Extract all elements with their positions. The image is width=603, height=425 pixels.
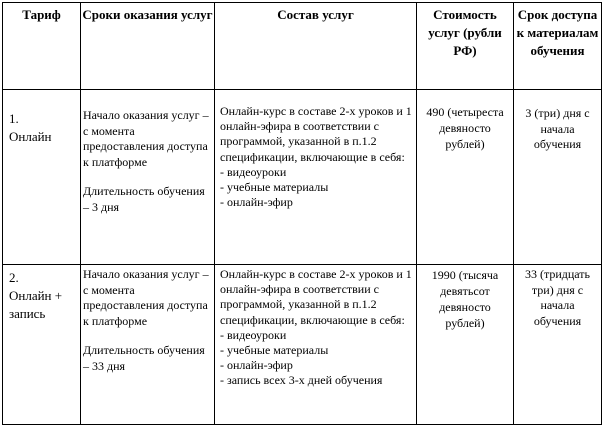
header-composition: Состав услуг bbox=[215, 3, 417, 90]
composition-cell bbox=[215, 265, 417, 425]
tariff-name: Онлайн bbox=[9, 129, 52, 144]
tariff-cell bbox=[3, 265, 81, 425]
access-cell: 33 (тридцать три) дня с начала обучения bbox=[514, 265, 602, 425]
price-cell: 490 (четыреста девяносто рублей) bbox=[417, 90, 514, 265]
duration-text: Длительность обучения – 33 дня bbox=[83, 343, 205, 373]
terms-cell bbox=[81, 90, 215, 265]
price-cell: 1990 (тысяча девятьсот девяносто рублей) bbox=[417, 265, 514, 425]
service-start-text: Начало оказания услуг – с момента предоставления доступа к платформе bbox=[83, 108, 209, 169]
composition-item: - онлайн-эфир bbox=[220, 358, 293, 373]
tariff-number: 1. bbox=[9, 111, 19, 126]
terms-cell bbox=[81, 265, 215, 425]
composition-item: - онлайн-эфир bbox=[220, 195, 293, 210]
composition-item: - запись всех 3-х дней обучения bbox=[220, 373, 383, 388]
table-row bbox=[3, 90, 602, 265]
header-terms: Сроки оказания услуг bbox=[81, 3, 215, 90]
composition-intro: Онлайн-курс в составе 2-х уроков и 1 онлайн-эфира в соответствии с программой, указанной в п.1.2 спецификации, включающие в себя: bbox=[220, 104, 412, 164]
service-start-text: Начало оказания услуг – с момента предоставления доступа к платформе bbox=[83, 267, 209, 328]
composition-item: - видеоуроки bbox=[220, 327, 287, 342]
composition-cell bbox=[215, 90, 417, 265]
composition-item: - учебные материалы bbox=[220, 343, 329, 358]
tariff-table bbox=[2, 2, 602, 425]
header-tariff: Тариф bbox=[3, 3, 81, 90]
composition-intro: Онлайн-курс в составе 2-х уроков и 1 онлайн-эфира в соответствии с программой, указанной в п.1.2 спецификации, включающие в себя: bbox=[220, 267, 412, 327]
composition-item: - видеоуроки bbox=[220, 164, 287, 179]
composition-item: - учебные материалы bbox=[220, 180, 329, 195]
tariff-cell bbox=[3, 90, 81, 265]
header-price: Стоимость услуг (рубли РФ) bbox=[417, 3, 514, 90]
header-access: Срок доступа к материалам обучения bbox=[514, 3, 602, 90]
tariff-name: Онлайн + запись bbox=[9, 288, 63, 321]
duration-text: Длительность обучения – 3 дня bbox=[83, 184, 205, 214]
header-row bbox=[3, 3, 602, 90]
table-row bbox=[3, 265, 602, 425]
tariff-number: 2. bbox=[9, 270, 19, 285]
access-cell: 3 (три) дня с начала обучения bbox=[514, 90, 602, 265]
